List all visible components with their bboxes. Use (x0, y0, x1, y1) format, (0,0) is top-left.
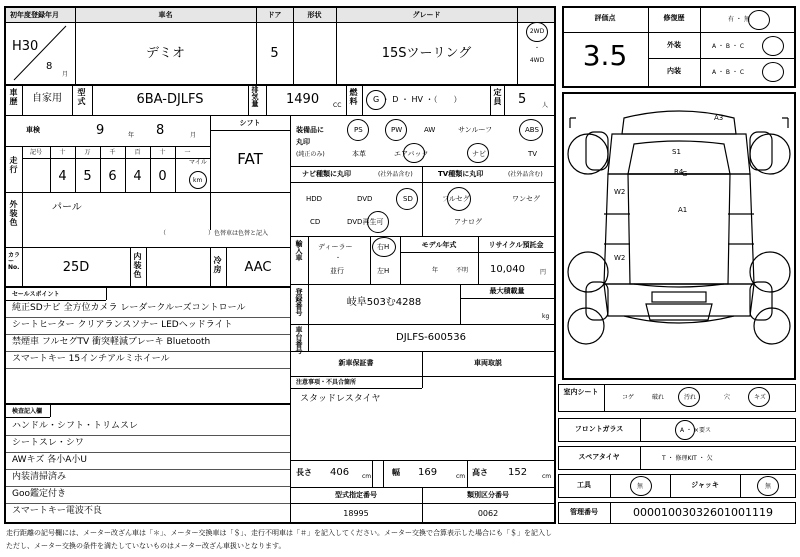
right-hand: 右H (377, 243, 390, 251)
recycle-value: 10,040 (490, 264, 525, 275)
diagram-label: A3 (714, 114, 724, 122)
shift-label: シフト (239, 119, 261, 127)
jack-none-circle (757, 476, 779, 496)
inspector-line: ハンドル・シフト・トリムスレ (12, 421, 139, 431)
repair-none-circle (748, 10, 770, 30)
tools-label: 工具 (577, 481, 591, 489)
class-no-label: 類別区分番号 (467, 491, 509, 499)
mile-label: マイル (189, 159, 207, 166)
equip-sunroof: サンルーフ (458, 126, 493, 134)
windshield-label: フロントガラス (574, 425, 624, 433)
grade-label: グレード (412, 11, 441, 19)
exterior-note: （ ）色替車は色替と記入 (160, 230, 269, 237)
exterior-grade-label: 外装 (667, 41, 681, 49)
diagram-label: W2 (614, 254, 626, 262)
management-label: 管理番号 (570, 508, 598, 516)
exterior-label: 外装色 (9, 200, 18, 227)
jack-value: 無 (764, 483, 771, 490)
import-dealer: ディーラー (318, 243, 353, 251)
equip-aw: AW (424, 126, 436, 134)
notes-label: 注意事項・不具合箇所 (296, 379, 357, 386)
navi-sd-circle (396, 188, 418, 210)
car-manual: 車両取説 (474, 359, 502, 367)
inspector-line: シートスレ・シワ (12, 438, 84, 448)
seat-item: 破れ (652, 394, 665, 401)
drive-2wd: 2WD (529, 28, 545, 35)
fuel-options: G ・ D ・ HV ・（ ） (373, 95, 462, 104)
car-name-label: 車名 (158, 11, 173, 19)
month-unit-2: 月 (190, 132, 197, 139)
year-text: 年 (432, 267, 439, 274)
width-label: 幅 (392, 468, 400, 477)
year-unit: 年 (128, 132, 135, 139)
equip-navi-circle (467, 143, 489, 163)
mileage-header-cell: 一 (184, 149, 191, 156)
yen-unit: 円 (540, 269, 547, 276)
new-car-warranty: 新車保証書 (338, 359, 374, 367)
interior-grade-label: 内装 (667, 67, 681, 75)
repair-value: 有 ・ 無 (728, 16, 750, 23)
equip-airbag-circle (403, 143, 425, 163)
equip-airbag: エアバック (394, 150, 429, 158)
score-value: 3.5 (582, 39, 628, 72)
inspector-line: スマートキー電波不良 (12, 506, 102, 516)
exterior-color: パール (52, 202, 82, 213)
equip-navi: ナビ (472, 150, 486, 158)
mileage-header-cell: 千 (109, 149, 116, 156)
tv-type-sub: (社外品含む) (508, 171, 543, 178)
spare-value: T ・ 修理KIT ・ 欠 (662, 455, 713, 462)
navi-dvd: DVD (357, 195, 373, 203)
length-unit: cm (362, 473, 372, 480)
navi-cd: CD (310, 218, 321, 226)
tv-fullseg: フルセグ (442, 195, 470, 203)
class-no-value: 0062 (477, 509, 499, 518)
mileage-digit: 4 (133, 169, 142, 184)
interior-color-label: 内装色 (133, 252, 142, 279)
tools-none-circle (630, 476, 652, 496)
length-label: 長さ (296, 468, 312, 477)
tv-fullseg-circle (447, 187, 471, 211)
mileage-digit: 4 (58, 169, 67, 184)
navi-type-label: ナビ種類に丸印 (302, 170, 351, 178)
equip-abs: ABS (525, 126, 539, 134)
management-value: 00001003032601001119 (633, 506, 773, 519)
seat-item: 汚れ (684, 394, 697, 401)
navi-dvd-play-circle (367, 211, 389, 233)
shift-value: FAT (237, 150, 263, 168)
km-label: km (193, 177, 203, 184)
inspector-label: 検査記入欄 (12, 408, 43, 415)
equip-pw: PW (391, 126, 403, 134)
mileage-header-cell: 十 (159, 149, 166, 156)
car-name: デミオ (145, 46, 185, 61)
mileage-digit: 5 (83, 169, 92, 184)
repair-label: 修復歴 (663, 14, 685, 22)
capacity: 5 (518, 92, 527, 107)
tools-value: 無 (636, 483, 643, 490)
first-reg-label: 初年度登録年月 (10, 11, 59, 19)
windshield-a-circle (675, 420, 695, 440)
ac-label: 冷房 (213, 256, 222, 274)
mileage-header-cell: 万 (84, 149, 91, 156)
diagram-label: S1 (672, 148, 681, 156)
interior-c-circle (762, 62, 784, 82)
import-label: 輸入車 (295, 240, 303, 261)
car-type-label: 車歴 (9, 88, 18, 106)
length-value: 406 (330, 467, 350, 478)
exterior-grade: A ・ B ・ C (712, 43, 745, 50)
type-no-value: 18995 (343, 509, 369, 518)
width-unit: cm (456, 473, 466, 480)
displacement: 1490 (286, 92, 320, 107)
inspector-line: 内装清掃済み (12, 472, 67, 482)
mileage-digit: 6 (108, 169, 117, 184)
interior-seat-label: 室内シート (563, 388, 599, 396)
equip-ps-circle (347, 119, 369, 141)
chassis-value: DJLFS-600536 (396, 332, 466, 343)
use-type: 自家用 (32, 93, 62, 104)
jack-label: ジャッキ (691, 481, 719, 489)
seat-item-circle (748, 387, 770, 407)
seat-item: キズ (754, 394, 766, 401)
color-no: 25D (62, 260, 90, 275)
inspection-year: 9 (96, 123, 105, 138)
windshield-value: A ・ ×要ス (680, 427, 711, 434)
equip-abs-circle (519, 119, 543, 141)
car-diagram (564, 94, 794, 378)
tv-oneseg: ワンセグ (512, 195, 540, 203)
inspection-label: 車検 (26, 126, 40, 134)
tv-type-label: TV種類に丸印 (438, 170, 484, 178)
mileage-header-cell: 百 (134, 149, 141, 156)
chassis-label: 車台番号 (295, 326, 303, 354)
tv-analog: アナログ (454, 218, 482, 226)
shape-label: 形状 (307, 11, 322, 19)
diagram-label: G (682, 170, 688, 178)
capacity-label: 定員 (493, 88, 502, 106)
first-reg-month: 8 (46, 61, 53, 72)
score-label: 評価点 (594, 14, 616, 22)
displacement-label: 排気量 (251, 86, 259, 107)
spare-label: スペアタイヤ (578, 453, 620, 461)
month-unit: 月 (62, 71, 69, 78)
ac-value: AAC (244, 260, 272, 275)
seat-item: 穴 (724, 394, 731, 401)
inspection-month: 8 (156, 123, 165, 138)
door-label: ドア (267, 11, 282, 19)
mileage-header-cell: 記号 (29, 149, 42, 156)
grade: 15Sツーリング (381, 46, 472, 61)
footer-line-1: 走行距離の記号欄には、メーター改ざん車は「＊」、メーター交換車は「＄」、走行不明車は「＃」を記入してください。メーター交換で合算表示した場合にも「＄」を記入し (6, 529, 552, 537)
fuel-label: 燃料 (349, 88, 358, 106)
drive-4wd: 4WD (529, 57, 545, 64)
equip-leather: 本革 (352, 150, 366, 158)
sales-point-line: 純正SDナビ 全方位カメラ レーダークルーズコントロール (12, 303, 246, 313)
notes-value: スタッドレスタイヤ (300, 394, 381, 404)
mileage-header-cell: 十 (59, 149, 66, 156)
equipment-label-1: 装備品に (296, 126, 324, 134)
right-hand-circle (372, 237, 396, 257)
inspector-line: AWキズ 各小A小U (12, 455, 87, 465)
recycle-label: リサイクル預託金 (488, 241, 544, 249)
unknown-text: 不明 (456, 267, 469, 274)
doors: 5 (270, 46, 279, 61)
height-value: 152 (508, 467, 528, 478)
diagram-label: W2 (614, 188, 626, 196)
footer-line-2: ただし、メーター交換の条件を満たしていないものはメーター改ざん車扱いとなります。 (6, 542, 286, 550)
sales-point-line: スマートキー 15インチアルミホイール (12, 354, 170, 364)
exterior-c-circle (762, 36, 784, 56)
seat-item: コゲ (622, 394, 635, 401)
seat-item-circle (678, 387, 700, 407)
equip-pw-circle (385, 119, 407, 141)
height-label: 高さ (472, 468, 488, 477)
inspector-line: Goo鑑定付き (12, 489, 66, 499)
type-no-label: 型式指定番号 (335, 491, 377, 499)
navi-hdd: HDD (306, 195, 323, 203)
interior-grade: A ・ B ・ C (712, 69, 745, 76)
equip-ps: PS (354, 126, 363, 134)
model-label: 型式 (77, 88, 86, 106)
first-reg-era: H30 (12, 39, 39, 54)
mileage-label: 走行 (9, 156, 18, 174)
import-parallel: 並行 (330, 267, 344, 275)
diagram-label: A1 (678, 206, 688, 214)
mileage-digit: 0 (158, 169, 167, 184)
registration-label: 登録番号 (295, 288, 303, 316)
diagram-label: R4 (674, 168, 684, 176)
left-hand: 左H (377, 267, 390, 275)
model-year-label: モデル年式 (421, 241, 457, 249)
kg-unit: kg (542, 313, 550, 320)
width-value: 169 (418, 467, 438, 478)
sales-points-label: セールスポイント (12, 291, 60, 298)
cc-unit: CC (333, 102, 342, 109)
person-unit: 人 (542, 102, 549, 109)
equip-tv: TV (528, 150, 538, 158)
sales-point-line: 禁煙車 フルセグTV 衝突軽減ブレーキ Bluetooth (12, 337, 211, 347)
registration-value: 岐阜503む4288 (346, 297, 422, 308)
navi-dvd-play: DVD再生可 (347, 218, 384, 226)
height-unit: cm (542, 473, 552, 480)
sales-point-line: シートヒーター クリアランスソナー LEDヘッドライト (12, 320, 233, 330)
model-code: 6BA-DJLFS (136, 92, 204, 107)
color-no-label: カラーNo. (8, 252, 21, 271)
navi-type-sub: (社外品含む) (378, 171, 413, 178)
navi-sd: SD (403, 195, 413, 203)
max-load-label: 最大積載量 (489, 287, 525, 295)
